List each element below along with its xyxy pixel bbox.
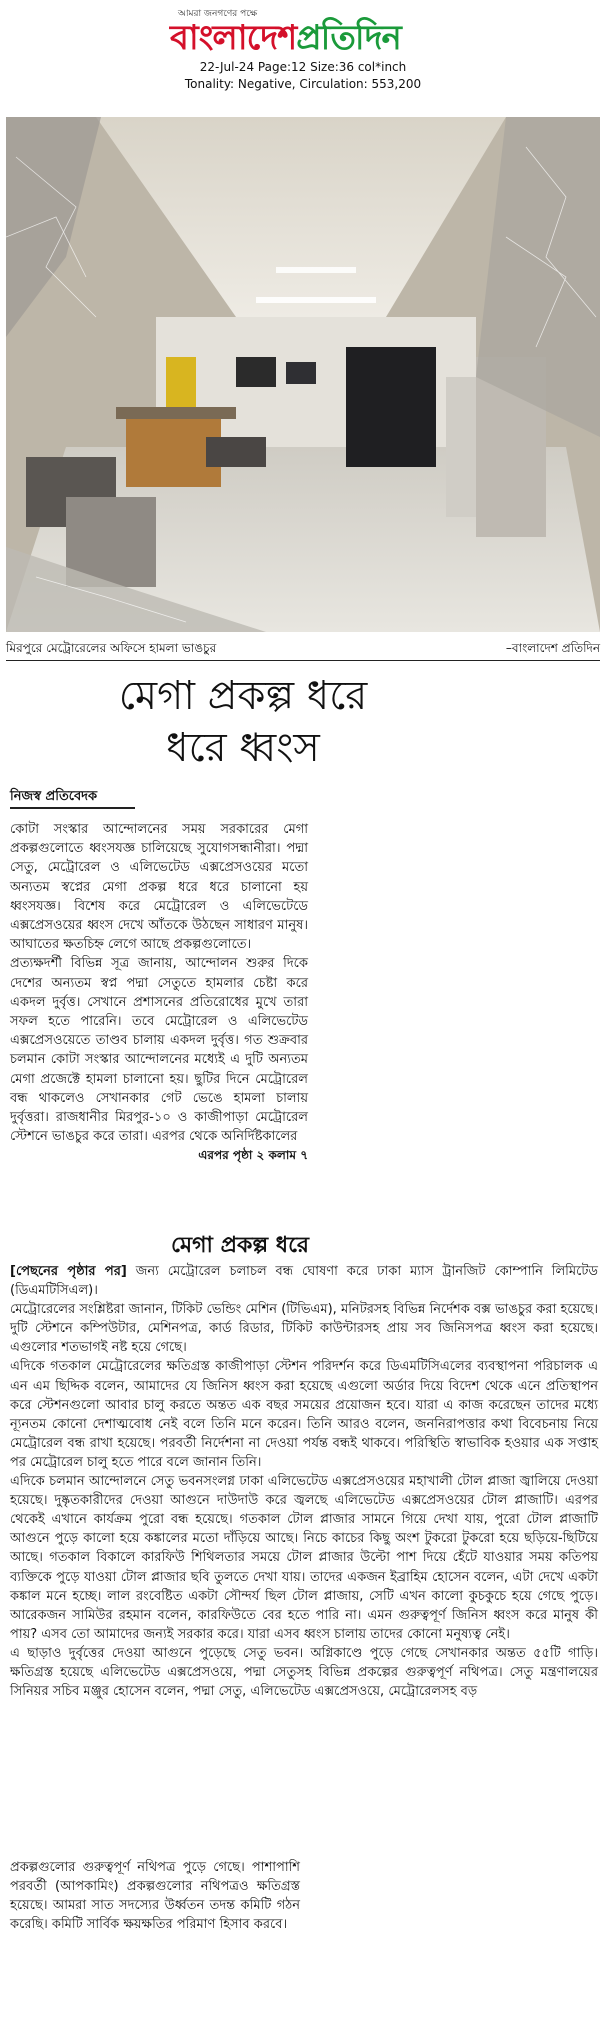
caption-divider	[6, 660, 600, 661]
paragraph: প্রত্যক্ষদর্শী বিভিন্ন সূত্র জানায়, আন্দোলন শুরুর দিকে দেশের অন্যতম স্বপ্ন পদ্মা সেতুতে হামলার চেষ্টা করে একদল দুর্বৃত্ত। সেখানে প্রশাসনের প্রতিরোধের মুখে তারা সফল হতে পারেনি। তবে মেট্রোরেল ও এলিভেটেড এক্সপ্রেসওয়েতে তাণ্ডব চালায় একদল দুর্বৃত্ত। গত শুক্রবার চলমান কোটা সংস্কার আন্দোলনের মধ্যেই এ দুটি অন্যতম মেগা প্রজেক্টে হামলা চালানো হয়। ছুটির দিনে মেট্রোরেল বন্ধ থাকলেও সেখানকার গেট ভেঙে হামলা চালায় দুর্বৃত্তরা। রাজধানীর মিরপুর-১০ ও কাজীপাড়া মেট্রোরেল স্টেশনে ভাঙচুর করে তারা। এরপর থেকে অনির্দিষ্টকালের	[10, 956, 308, 1145]
byline-underline	[10, 807, 135, 809]
paragraph: এ ছাড়াও দুর্বৃত্তের দেওয়া আগুনে পুড়েছে সেতু ভবন। অগ্নিকাণ্ডে পুড়ে গেছে সেখানকার অন্তত ৫৫টি গাড়ি। ক্ষতিগ্রস্ত হয়েছে এলিভেটেড এক্সপ্রেসওয়ে, পদ্মা সেতুসহ বিভিন্ন প্রকল্পের গুরুত্বপূর্ণ নথিপত্র। সেতু মন্ত্রণালয়ের সিনিয়র সচিব মঞ্জুর হোসেন বলেন, পদ্মা সেতু, এলিভেটেড এক্সপ্রেসওয়ে, মেট্রোরেলসহ বড়	[10, 1645, 598, 1700]
masthead	[0, 0, 606, 96]
masthead-tagline: আমরা জনগণের পক্ষে	[178, 9, 258, 19]
headline-line-1: মেগা প্রকল্প ধরে	[118, 673, 368, 719]
paragraph: কোটা সংস্কার আন্দোলনের সময় সরকারের মেগা প্রকল্পগুলোতে ধ্বংসযজ্ঞ চালিয়েছে সুযোগসন্ধানীরা। পদ্মা সেতু, মেট্রোরেল ও এলিভেটেড এক্সপ্রেসওয়ের মতো অন্যতম স্বপ্নের মেগা প্রকল্প ধরে ধরে চালানো হয় ধ্বংসযজ্ঞ। বিশেষ করে মেট্রোরেল ও এলিভেটেডে এক্সপ্রেসওয়ের ধ্বংস দেখে আঁতকে উঠছেন সাধারণ মানুষ। আঘাতের ক্ষতচিহ্ন লেগে আছে প্রকল্পগুলোতে।	[10, 822, 308, 953]
paragraph: এদিকে গতকাল মেট্রোরেলের ক্ষতিগ্রস্ত কাজীপাড়া স্টেশন পরিদর্শন করে ডিএমটিসিএলের ব্যবস্থাপনা পরিচালক এ এন এম ছিদ্দিক বলেন, আমাদের যে জিনিস ধ্বংস করা হয়েছে এগুলো অর্ডার দিয়ে বিদেশ থেকে এনে প্রতিস্থাপন করে স্টেশনগুলো আবার চালু করতে অন্তত এক বছর সময়ের প্রয়োজন হবে। যারা এ কাজ করেছেন তাদের মধ্যে ন্যূনতম কোনো দেশাত্মবোধ নেই বলে তিনি মনে করেন। তিনি আরও বলেন, জননিরাপত্তার কথা বিবেচনায় নিয়ে মেট্রোরেল বন্ধ রাখা হয়েছে। পরবর্তী নির্দেশনা না দেওয়া পর্যন্ত বন্ধই থাকবে। পরিস্থিতি স্বাভাবিক হওয়ার এক সপ্তাহ পর মেট্রোরেল চালু হতে পারে বলে জানান তিনি।	[10, 1359, 598, 1470]
office-damage-illustration	[6, 117, 600, 632]
logo-part-1: বাংলাদেশ	[170, 18, 297, 58]
headline-line-2: ধরে ধ্বংস	[166, 725, 320, 771]
logo-part-2: প্রতিদিন	[296, 18, 401, 58]
photo-caption-row	[6, 640, 600, 658]
photo-caption: মিরপুরে মেট্রোরেলের অফিসে হামলা ভাঙচুর	[6, 641, 217, 655]
continuation-label: [পেছনের পৃষ্ঠার পর]	[10, 1264, 127, 1279]
paragraph: মেট্রোরেলের সংশ্লিষ্টরা জানান, টিকিট ভেন্ডিং মেশিন (টিভিএম), মনিটরসহ বিভিন্ন নির্দেশক বক্স ভাঙচুর করা হয়েছে। দুটি স্টেশনে কম্পিউটার, মেশিনপত্র, কার্ড রিডার, টিকিট কাউন্টারসহ প্রায় সব জিনিসপত্র ধ্বংস করা হয়েছে। এগুলোর শতভাগই নষ্ট হয়ে গেছে।	[10, 1302, 598, 1356]
paragraph: এদিকে চলমান আন্দোলনে সেতু ভবনসংলগ্ন ঢাকা এলিভেটেড এক্সপ্রেসওয়ের মহাখালী টোল প্লাজা জ্বালিয়ে দেওয়া হয়েছে। দুষ্কৃতকারীদের দেওয়া আগুনে দাউদাউ করে জ্বলছে এলিভেটেড এক্সপ্রেসওয়ের টোল প্লাজাটি। এরপর থেকেই এখানে কার্যক্রম পুরো বন্ধ হয়েছে। গতকাল টোল প্লাজার সামনে গিয়ে দেখা যায়, পুরো টোল প্লাজাটি আগুনে পুড়ে কালো হয়ে কঙ্কালের মতো দাঁড়িয়ে আছে। নিচে কাচের কিছু অংশ টুকরো টুকরো হয়ে ছড়িয়ে-ছিটিয়ে আছে। গতকাল বিকালে কারফিউ শিথিলতার সময়ে টোল প্লাজার উল্টো পাশ দিয়ে হেঁটে যাওয়ার সময় কতিপয় ব্যক্তিকে পুড়ে যাওয়া টোল প্লাজার ছবি তুলতে দেখা যায়। তাদের একজন ইব্রাহিম হোসেন বলেন, এটা দেখে একটা কঙ্কাল মনে হচ্ছে। লাল রংবেষ্টিত একটা সৌন্দর্য ছিল টোল প্লাজায়, সেটি এখন কালো কুচকুচে হয়ে গেছে পুড়ে। আরেকজন সামিউর রহমান বলেন, কারফিউতে বের হতে পারি না। এমন গুরুত্বপূর্ণ জিনিস ধ্বংস করে মানুষ কী পায়? এসব তো আমাদের জন্যই সরকার করে। যারা এসব ধ্বংস চালায় তাদের কোনো মনুষ্যত্ব নেই।	[10, 1474, 598, 1642]
clip-meta-size: 22-Jul-24 Page:12 Size:36 col*inch	[199, 60, 407, 74]
clip-meta-tonality: Tonality: Negative, Circulation: 553,200	[184, 77, 422, 91]
article-photo	[6, 117, 600, 632]
continuation-headline: মেগা প্রকল্প ধরে	[170, 1233, 310, 1258]
article-headline	[8, 670, 478, 774]
article-column-1	[10, 820, 308, 1166]
continued-notice: এরপর পৃষ্ঠা ২ কলাম ৭	[198, 1148, 308, 1163]
byline: নিজস্ব প্রতিবেদক	[10, 789, 98, 804]
article-tail: প্রকল্পগুলোর গুরুত্বপূর্ণ নথিপত্র পুড়ে গেছে। পাশাপাশি পরবর্তী (আপকামিং) প্রকল্পগুলোর নথিপত্রও ক্ষতিগ্রস্ত হয়েছে। আমরা সাত সদস্যের উর্ধ্বতন তদন্ত কমিটি গঠন করেছি। কমিটি সার্বিক ক্ষয়ক্ষতির পরিমাণ হিসাব করবে।	[10, 1860, 300, 1933]
photo-credit: –বাংলাদেশ প্রতিদিন	[505, 641, 600, 655]
paragraph-text: জন্য মেট্রোরেল চলাচল বন্ধ ঘোষণা করে ঢাকা ম্যাস ট্রানজিট কোম্পানি লিমিটেড (ডিএমটিসিএল)।	[10, 1264, 598, 1299]
paragraph	[10, 1262, 598, 1300]
continuation-body	[10, 1262, 598, 1701]
